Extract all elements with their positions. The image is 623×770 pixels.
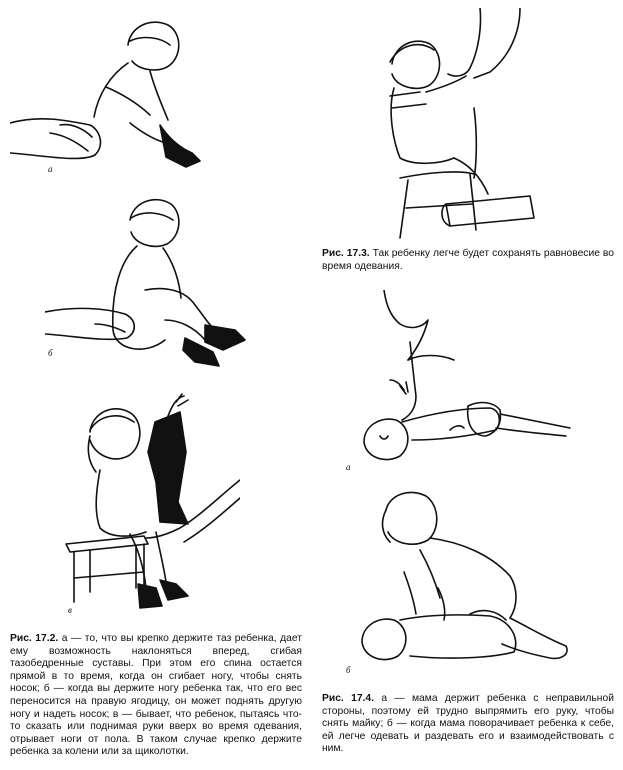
figure-17-3-text: Так ребенку легче будет сохранять равновесие во время одевания. — [322, 248, 614, 272]
figure-17-4-label: Рис. 17.4. — [322, 693, 374, 704]
figure-17-3-caption — [322, 248, 614, 273]
figure-17-3-label: Рис. 17.3. — [322, 248, 370, 259]
figure-17-2-sublabel-a: а — [48, 164, 53, 174]
illustration-17-3 — [370, 8, 550, 243]
illustration-17-2-b — [45, 190, 260, 375]
illustration-17-4-a — [350, 290, 575, 475]
figure-17-2-sublabel-b: б — [48, 348, 53, 358]
illustration-17-4-b — [350, 488, 575, 673]
figure-17-4-sublabel-b: б — [346, 665, 351, 675]
illustration-17-2-c — [60, 392, 240, 617]
figure-17-4-caption — [322, 693, 614, 756]
figure-17-2-sublabel-c: в — [68, 605, 72, 615]
figure-17-2-text: а — то, что вы крепко держите таз ребенка, дает ему возможность наклоняться вперед, сгибая тазобедренные суставы. При этом его спина остается прямой в то время, когда он сгибает ногу, чтобы снять носок; б — когда вы держите ногу ребенка так, что его вес переносится на правую ягодицу, он может поднять другую ногу и надеть носок; в — бывает, что ребенок, пытаясь что-то сказать или поднимая руки вверх во время одевания, отрывает ноги от пола. В таком случае крепко держите ребенка за колени или за щиколотки. — [10, 633, 302, 758]
illustration-17-2-a — [10, 5, 225, 175]
figure-17-4-sublabel-a: а — [346, 462, 351, 472]
figure-17-2-label: Рис. 17.2. — [10, 633, 59, 644]
figure-17-2-caption — [10, 633, 302, 759]
figure-17-4-text: а — мама держит ребенка с неправильной стороны, поэтому ей трудно выпрямить его руку, чтобы снять майку; б — когда мама поворачивает ребенка к себе, ей легче одевать и раздевать его и взаимодействовать с ним. — [322, 693, 614, 755]
